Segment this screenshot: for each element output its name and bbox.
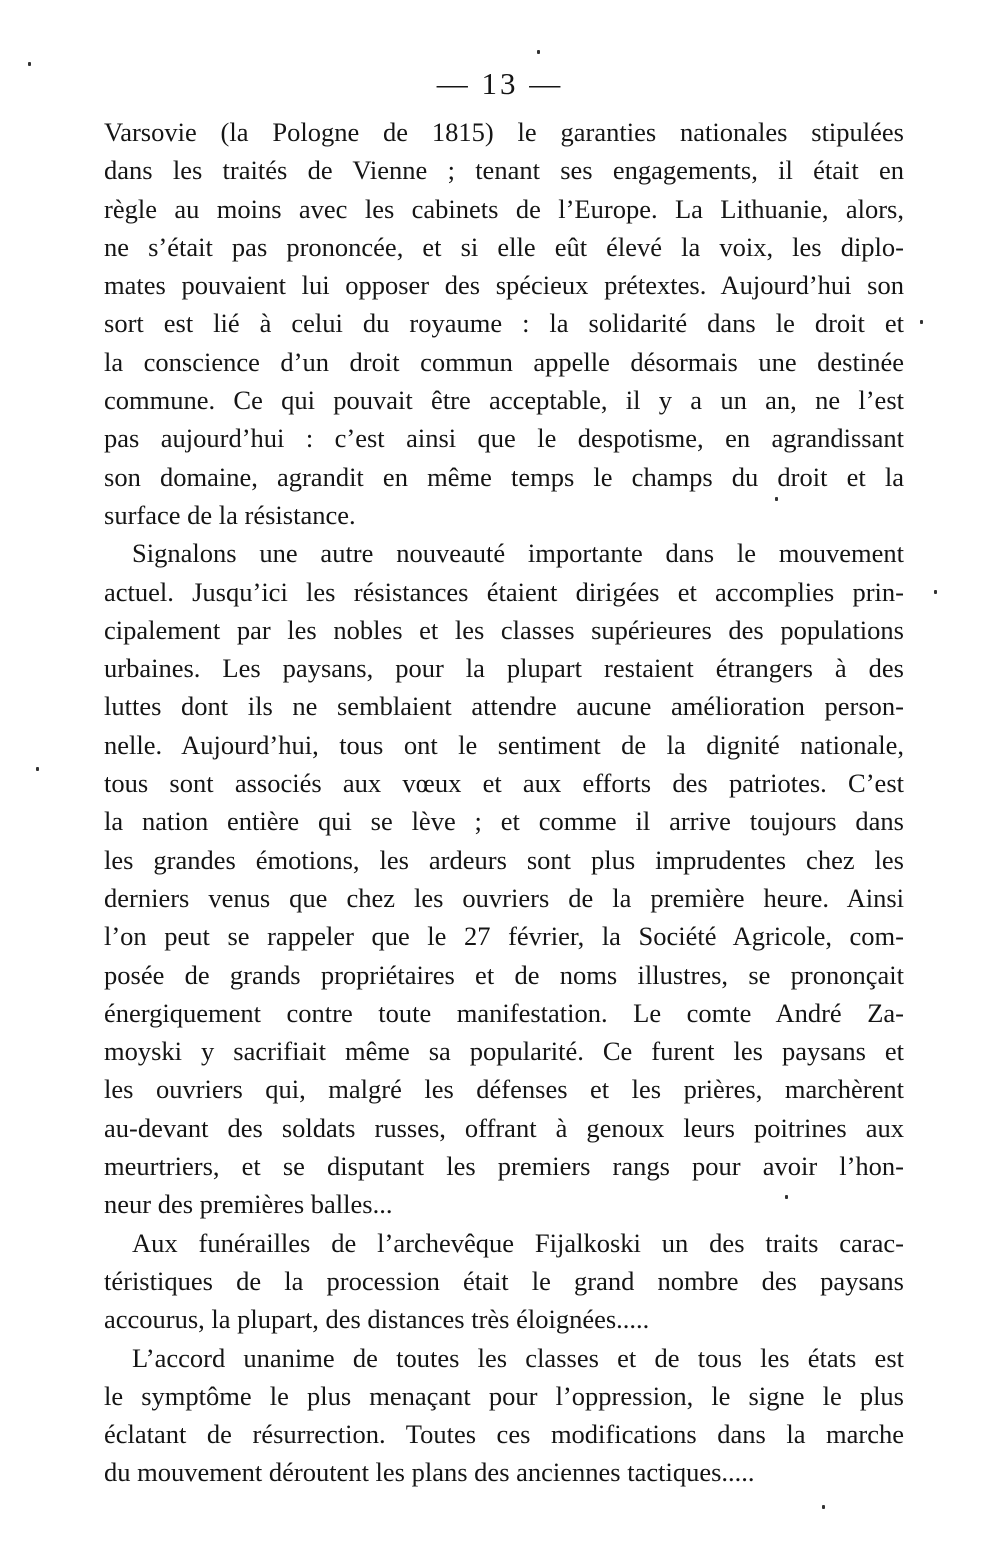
text-line: Signalons une autre nouveauté importante dans le mouvement xyxy=(132,538,904,569)
text-line: l’on peut se rappeler que le 27 février, la Société Agricole, com- xyxy=(104,921,904,952)
paragraph-1 xyxy=(104,113,904,534)
text-line: actuel. Jusqu’ici les résistances étaient dirigées et accomplies prin- xyxy=(104,576,904,607)
text-line: sort est lié à celui du royaume : la solidarité dans le droit et xyxy=(104,308,904,339)
text-line: les grandes émotions, les ardeurs sont plus imprudentes chez les xyxy=(104,844,904,875)
text-line: énergiquement contre toute manifestation. Le comte André Za- xyxy=(104,997,904,1028)
text-line: le symptôme le plus menaçant pour l’oppression, le signe le plus xyxy=(104,1380,904,1411)
scan-speck xyxy=(934,590,937,594)
text-line: moyski y sacrifiait même sa popularité. Ce furent les paysans et xyxy=(104,1036,904,1067)
text-line: cipalement par les nobles et les classes supérieures des populations xyxy=(104,614,904,645)
scan-speck xyxy=(920,320,923,324)
text-line: luttes dont ils ne semblaient attendre aucune amélioration person- xyxy=(104,691,904,722)
text-line: nelle. Aujourd’hui, tous ont le sentiment de la dignité nationale, xyxy=(104,729,904,760)
text-line: accourus, la plupart, des distances très éloignées..... xyxy=(104,1304,650,1335)
text-line: éclatant de résurrection. Toutes ces modifications dans la marche xyxy=(104,1419,904,1450)
text-line: L’accord unanime de toutes les classes et de tous les états est xyxy=(132,1342,904,1373)
text-line: règle au moins avec les cabinets de l’Europe. La Lithuanie, alors, xyxy=(104,193,904,224)
scan-speck xyxy=(36,767,39,771)
text-line: posée de grands propriétaires et de noms illustres, se prononçait xyxy=(104,959,904,990)
body-text xyxy=(104,113,904,1492)
scan-speck xyxy=(775,497,778,501)
text-line: Varsovie (la Pologne de 1815) le garanties nationales stipulées xyxy=(104,117,904,147)
paragraph-3 xyxy=(104,1224,904,1339)
text-line: la nation entière qui se lève ; et comme il arrive toujours dans xyxy=(104,806,904,837)
scan-speck xyxy=(537,50,540,54)
text-line: la conscience d’un droit commun appelle désormais une destinée xyxy=(104,346,904,377)
page-number: — 13 — xyxy=(436,66,564,101)
scan-speck xyxy=(28,62,31,66)
text-line: son domaine, agrandit en même temps le champs du droit et la xyxy=(104,461,904,492)
text-line: urbaines. Les paysans, pour la plupart restaient étrangers à des xyxy=(104,653,904,684)
text-line: commune. Ce qui pouvait être acceptable, il y a un an, ne l’est xyxy=(104,385,904,416)
text-line: au-devant des soldats russes, offrant à genoux leurs poitrines aux xyxy=(104,1112,904,1143)
text-line: tous sont associés aux vœux et aux efforts des patriotes. C’est xyxy=(104,768,904,799)
text-line: pas aujourd’hui : c’est ainsi que le despotisme, en agrandissant xyxy=(104,423,904,454)
text-line: meurtriers, et se disputant les premiers rangs pour avoir l’hon- xyxy=(104,1151,904,1182)
scan-speck xyxy=(822,1505,825,1509)
text-line: neur des premières balles... xyxy=(104,1189,393,1220)
scan-speck xyxy=(785,1195,788,1199)
text-line: du mouvement déroutent les plans des anciennes tactiques..... xyxy=(104,1457,755,1488)
paragraph-4 xyxy=(104,1339,904,1492)
text-line: mates pouvaient lui opposer des spécieux prétextes. Aujourd’hui son xyxy=(104,270,904,301)
text-line: dans les traités de Vienne ; tenant ses engagements, il était en xyxy=(104,155,904,186)
text-line: les ouvriers qui, malgré les défenses et les prières, marchèrent xyxy=(104,1074,904,1105)
text-line: derniers venus que chez les ouvriers de la première heure. Ainsi xyxy=(104,882,904,913)
text-line: surface de la résistance. xyxy=(104,499,356,530)
paragraph-2 xyxy=(104,534,904,1223)
text-line: téristiques de la procession était le grand nombre des paysans xyxy=(104,1265,904,1296)
text-line: ne s’était pas prononcée, et si elle eût élevé la voix, les diplo- xyxy=(104,231,904,262)
text-line: Aux funérailles de l’archevêque Fijalkoski un des traits carac- xyxy=(132,1227,904,1258)
